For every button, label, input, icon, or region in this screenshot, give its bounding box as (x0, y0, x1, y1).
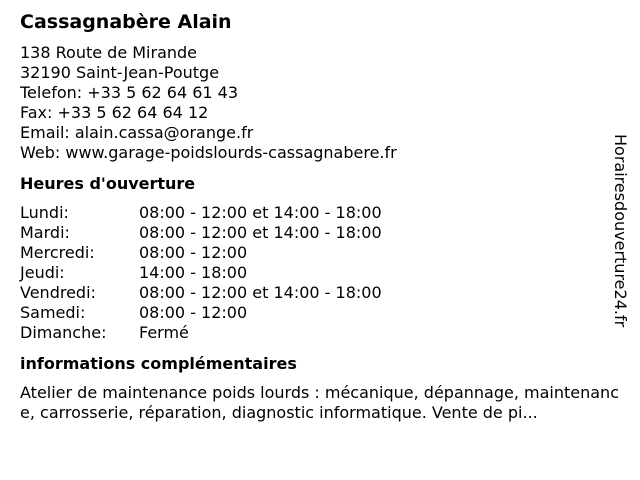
hours-row-wednesday (20, 243, 630, 263)
phone-number: Telefon: +33 5 62 64 61 43 (20, 83, 239, 102)
hours-row-saturday (20, 303, 630, 323)
hours-row-sunday (20, 323, 630, 343)
site-watermark: Horairesdouverture24.fr (611, 134, 630, 328)
city-postal-code: 32190 Saint-Jean-Poutge (20, 63, 220, 82)
day-label: Vendredi: (20, 283, 96, 302)
day-label: Mercredi: (20, 243, 95, 262)
opening-hours-heading: Heures d'ouverture (20, 174, 196, 193)
fax-number: Fax: +33 5 62 64 64 12 (20, 103, 209, 122)
day-hours: 08:00 - 12:00 et 14:00 - 18:00 (139, 283, 382, 302)
day-hours: 08:00 - 12:00 et 14:00 - 18:00 (139, 203, 382, 222)
day-label: Lundi: (20, 203, 69, 222)
business-card (20, 10, 630, 423)
hours-row-friday (20, 283, 630, 303)
day-label: Mardi: (20, 223, 70, 242)
day-hours: 08:00 - 12:00 (139, 303, 248, 322)
day-hours: 08:00 - 12:00 (139, 243, 248, 262)
hours-row-monday (20, 203, 630, 223)
contact-block (20, 43, 630, 163)
day-label: Samedi: (20, 303, 86, 322)
day-hours: 14:00 - 18:00 (139, 263, 248, 282)
business-name: Cassagnabère Alain (20, 11, 232, 33)
additional-info-heading: informations complémentaires (20, 354, 297, 373)
hours-row-tuesday (20, 223, 630, 243)
day-label: Dimanche: (20, 323, 107, 342)
website-address: Web: www.garage-poidslourds-cassagnabere.fr (20, 143, 397, 162)
email-address: Email: alain.cassa@orange.fr (20, 123, 254, 142)
hours-row-thursday (20, 263, 630, 283)
opening-hours-table (20, 203, 630, 343)
day-label: Jeudi: (20, 263, 65, 282)
day-hours: Fermé (139, 323, 189, 342)
street-address: 138 Route de Mirande (20, 43, 198, 62)
day-hours: 08:00 - 12:00 et 14:00 - 18:00 (139, 223, 382, 242)
additional-info-text: Atelier de maintenance poids lourds : mécanique, dépannage, maintenance, carrosserie, réparation, diagnostic informatique. Vente de pi... (20, 383, 619, 422)
